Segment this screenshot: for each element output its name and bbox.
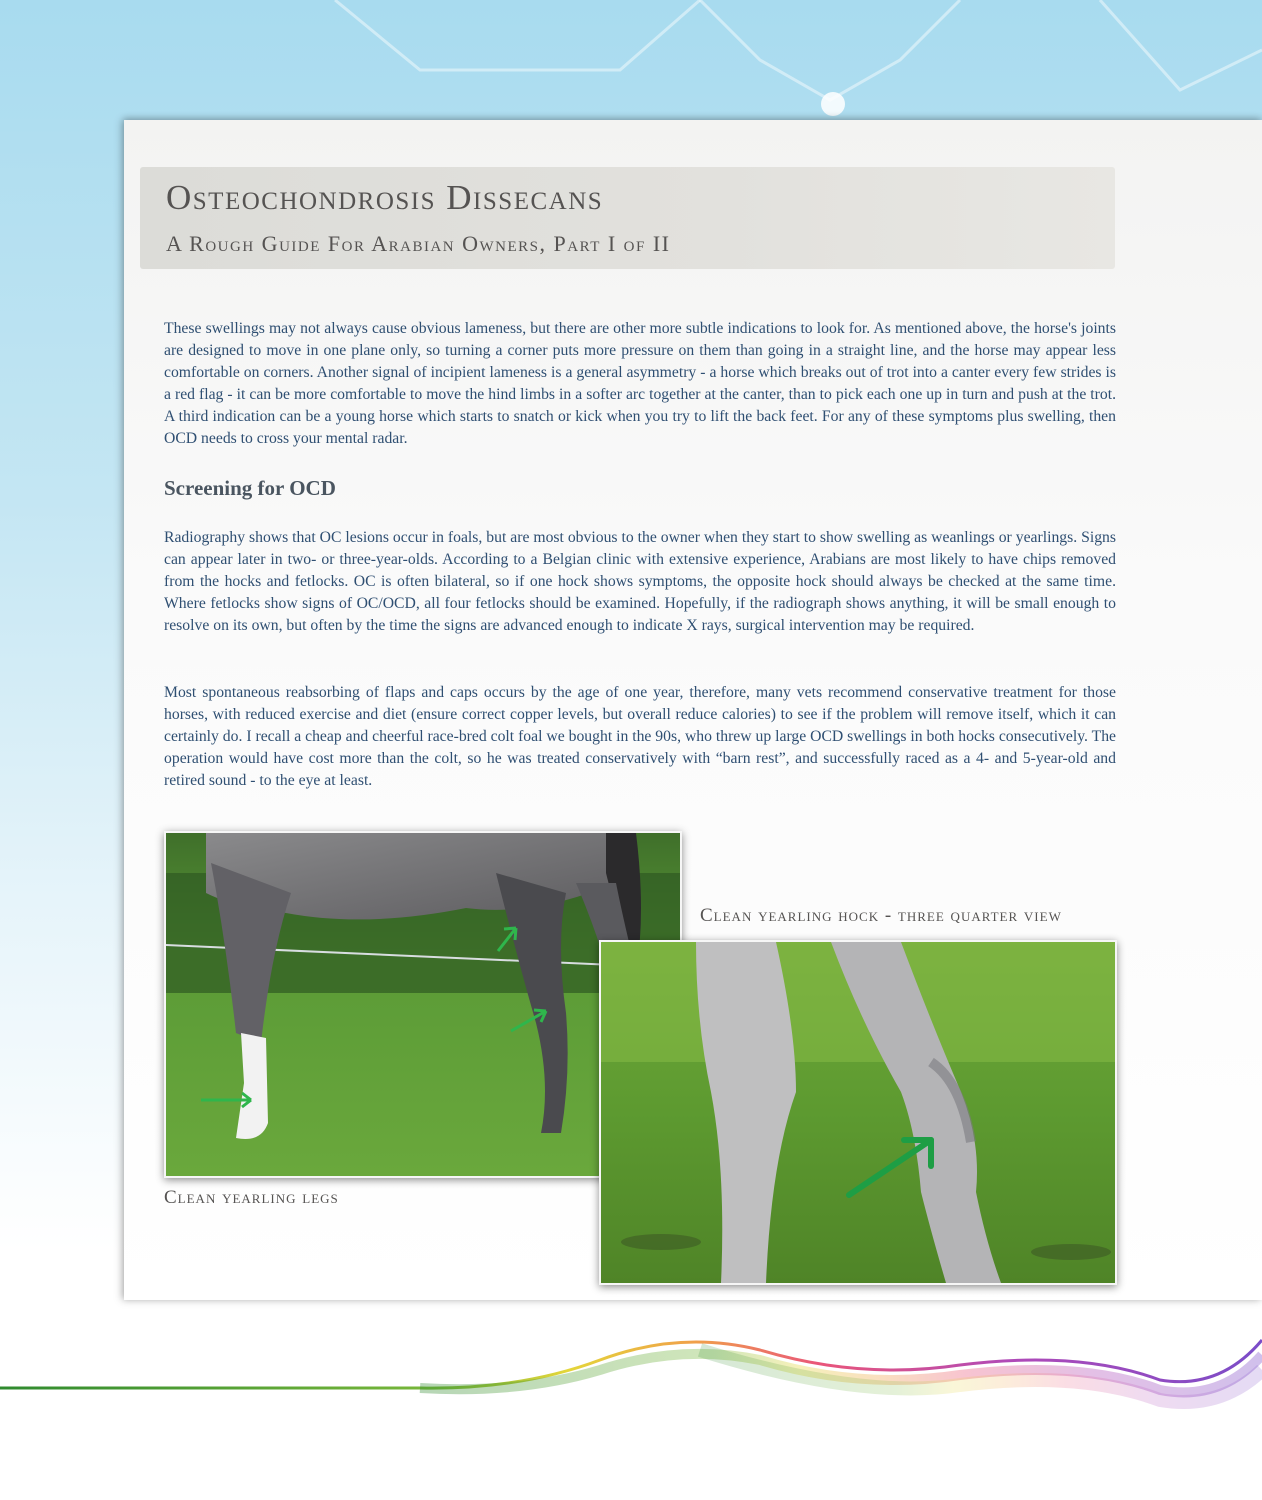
section-heading-screening: Screening for OCD [164,476,336,500]
photo-yearling-hock [599,940,1117,1285]
rainbow-wave-decoration [0,1330,1262,1440]
article-title: Osteochondrosis Dissecans [166,178,604,217]
paragraph-screening: Radiography shows that OC lesions occur in foals, but are most obvious to the owner when they start to show swelling as weanlings or yearlings. Signs can appear later in two- or three-year-olds. According to a Belgian clinic with extensive experience, Arabians are most likely to have chips removed from the hocks and fetlocks. OC is often bilateral, so if one hock shows symptoms, the opposite hock should always be checked at the same time. Where fetlocks show signs of OC/OCD, all four fetlocks should be examined. Hopefully, if the radiograph shows anything, it will be small enough to resolve on its own, but often by the time the signs are advanced enough to indicate X rays, surgical intervention may be required. [164,529,1116,634]
caption-yearling-legs: Clean yearling legs [164,1187,339,1208]
yearling-hock-image [601,942,1115,1283]
paragraph-treatment: Most spontaneous reabsorbing of flaps and caps occurs by the age of one year, therefore, many vets recommend conservative treatment for those horses, with reduced exercise and diet (ensure correct copper levels, but overall reduce calories) to see if the problem will remove itself, which it can certainly do. I recall a cheap and cheerful race-bred colt foal we bought in the 90s, who threw up large OCD swellings in both hocks consecutively. The operation would have cost more than the colt, so he was treated conservatively with “barn rest”, and successfully raced as a 4- and 5-year-old and retired sound - to the eye at least. [164,684,1116,789]
article-subtitle: A Rough Guide For Arabian Owners, Part I of II [166,231,671,256]
caption-yearling-hock: Clean yearling hock - three quarter view [700,905,1062,926]
hexagon-pattern [0,0,1262,130]
paragraph-symptoms: These swellings may not always cause obvious lameness, but there are other more subtle indications to look for. As mentioned above, the horse's joints are designed to move in one plane only, so turning a corner puts more pressure on them than going in a straight line, and the horse may appear less comfortable on corners. Another signal of incipient lameness is a general asymmetry - a horse which breaks out of trot into a canter every few strides is a red flag - it can be more comfortable to move the hind limbs in a softer arc together at the canter, than to pick each one up in turn and push at the trot. A third indication can be a young horse which starts to snatch or kick when you try to lift the back feet. For any of these symptoms plus swelling, then OCD needs to cross your mental radar. [164,320,1116,447]
